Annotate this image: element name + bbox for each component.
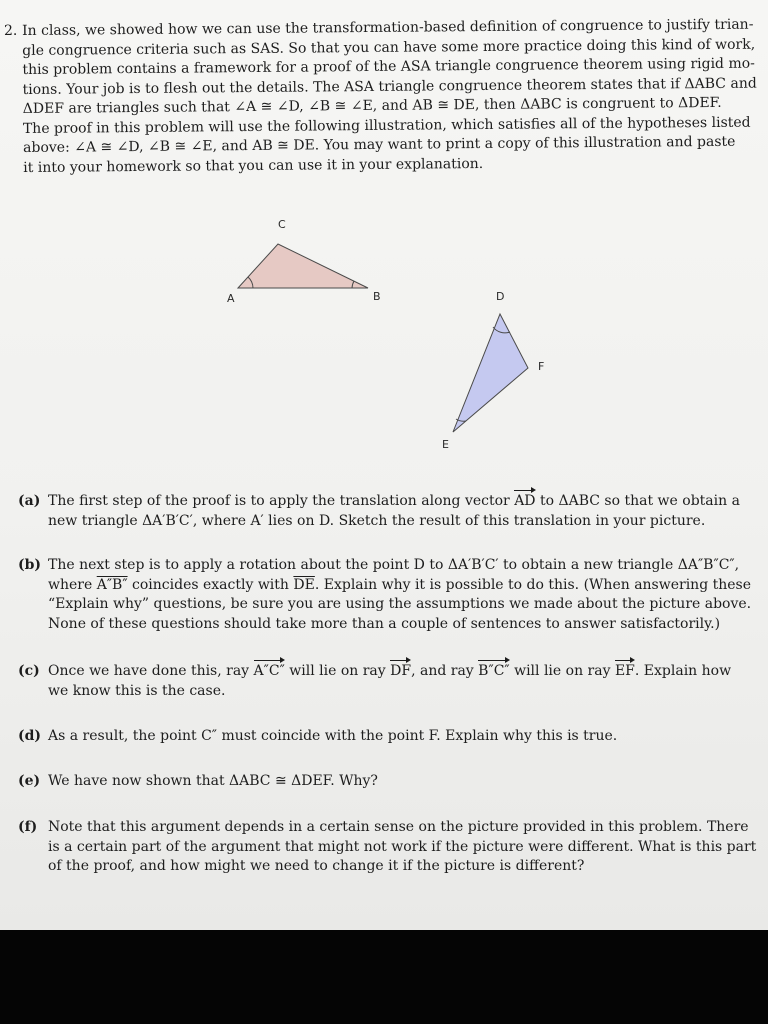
part-a: [18, 492, 766, 531]
vertex-label-c: C: [278, 218, 286, 231]
part-b-text: [18, 576, 766, 596]
ray-a2c2: A″C″: [254, 662, 285, 682]
part-a-text: to ΔABC so that we obtain a: [535, 493, 740, 509]
part-d-text: As a result, the point C″ must coincide with the point F. Explain why this is true.: [48, 728, 618, 744]
segment-de: $\overline{DE}$: [293, 576, 315, 593]
vertex-label-a: A: [227, 292, 235, 305]
intro-line: tions. Your job is to flesh out the details. The ASA triangle congruence theorem states that if ΔABC and: [22, 75, 757, 98]
vertex-label-b: B: [373, 290, 381, 303]
monitor-bezel: [0, 930, 768, 1024]
part-label: (d): [18, 728, 42, 744]
part-c-text: will lie on ray: [509, 663, 615, 679]
vertex-label-f: F: [538, 360, 545, 373]
intro-line: In class, we showed how we can use the transformation-based definition of congruence to justify trian-: [22, 16, 754, 39]
part-c-text: , and ray: [411, 663, 479, 679]
part-b-text: “Explain why” questions, be sure you are using the assumptions we made about the picture above.: [48, 596, 752, 612]
intro-line: this problem contains a framework for a proof of the ASA triangle congruence theorem using rigid mo-: [22, 55, 755, 78]
part-a-text: new triangle ΔA′B′C′, where A′ lies on D. Sketch the result of this translation in your picture.: [48, 512, 706, 529]
part-d: [18, 727, 766, 747]
part-b-text: None of these questions should take more than a couple of sentences to answer satisfactorily.): [48, 615, 721, 632]
intro-line: gle congruence criteria such as SAS. So that you can have some more practice doing this kind of work,: [22, 36, 756, 59]
part-a-text: The first step of the proof is to apply the translation along vector: [48, 493, 515, 509]
triangle-abc: [238, 244, 368, 288]
part-c-text: . Explain how: [634, 663, 732, 679]
part-f-text: Note that this argument depends in a certain sense on the picture provided in this problem. There: [48, 819, 749, 835]
part-b-text-fragment: where: [48, 576, 97, 593]
intro-line: ΔDEF are triangles such that ∠A ≅ ∠D, ∠B ≅ ∠E, and AB ≅ DE, then ΔABC is congruent to ΔDEF.: [22, 94, 722, 117]
part-c-text: we know this is the case.: [48, 682, 226, 699]
problem-intro: [22, 16, 761, 178]
triangle-illustration: [0, 210, 768, 460]
triangles-svg: [0, 210, 768, 460]
vertex-label-d: D: [496, 290, 505, 303]
part-e-text: We have now shown that ΔABC ≅ ΔDEF. Why?: [48, 773, 378, 789]
part-b-text: The next step is to apply a rotation about the point D to ΔA′B′C′ to obtain a new triangle ΔA″B″C″,: [48, 557, 740, 573]
ray-ef: EF: [615, 662, 635, 682]
segment-a2b2: A″B″: [96, 576, 128, 593]
part-b-text-fragment: coincides exactly with: [127, 576, 294, 593]
part-c: [18, 662, 766, 701]
problem-number: 2.: [4, 23, 18, 39]
part-f: [18, 818, 766, 877]
ray-b2c2: B″C″: [478, 662, 509, 682]
part-label: (a): [18, 493, 41, 509]
part-e: [18, 772, 766, 792]
part-c-text: Once we have done this, ray: [48, 663, 254, 679]
vector-ad: AD: [514, 492, 535, 512]
intro-line: it into your homework so that you can use it in your explanation.: [23, 155, 484, 176]
part-label: (c): [18, 663, 40, 679]
intro-line: above: ∠A ≅ ∠D, ∠B ≅ ∠E, and AB ≅ DE. You may want to print a copy of this illustration and paste: [23, 133, 736, 156]
triangle-def-shape: [453, 314, 528, 432]
part-label: (b): [18, 557, 42, 573]
part-f-text: of the proof, and how might we need to change it if the picture is different?: [48, 858, 585, 874]
part-f-text: is a certain part of the argument that might not work if the picture were different. What is this part: [48, 838, 757, 855]
part-b-text-fragment: . Explain why it is possible to do this. (When answering these: [314, 576, 752, 593]
part-label: (e): [18, 773, 41, 789]
triangle-abc-shape: [238, 244, 368, 288]
part-c-text: will lie on ray: [284, 663, 391, 679]
part-label: (f): [18, 819, 38, 835]
vertex-label-e: E: [442, 438, 449, 451]
intro-line: The proof in this problem will use the following illustration, which satisfies all of the hypotheses listed: [22, 114, 751, 137]
ray-df: DF: [390, 662, 411, 682]
triangle-def: [453, 314, 528, 432]
part-b: [18, 556, 766, 634]
